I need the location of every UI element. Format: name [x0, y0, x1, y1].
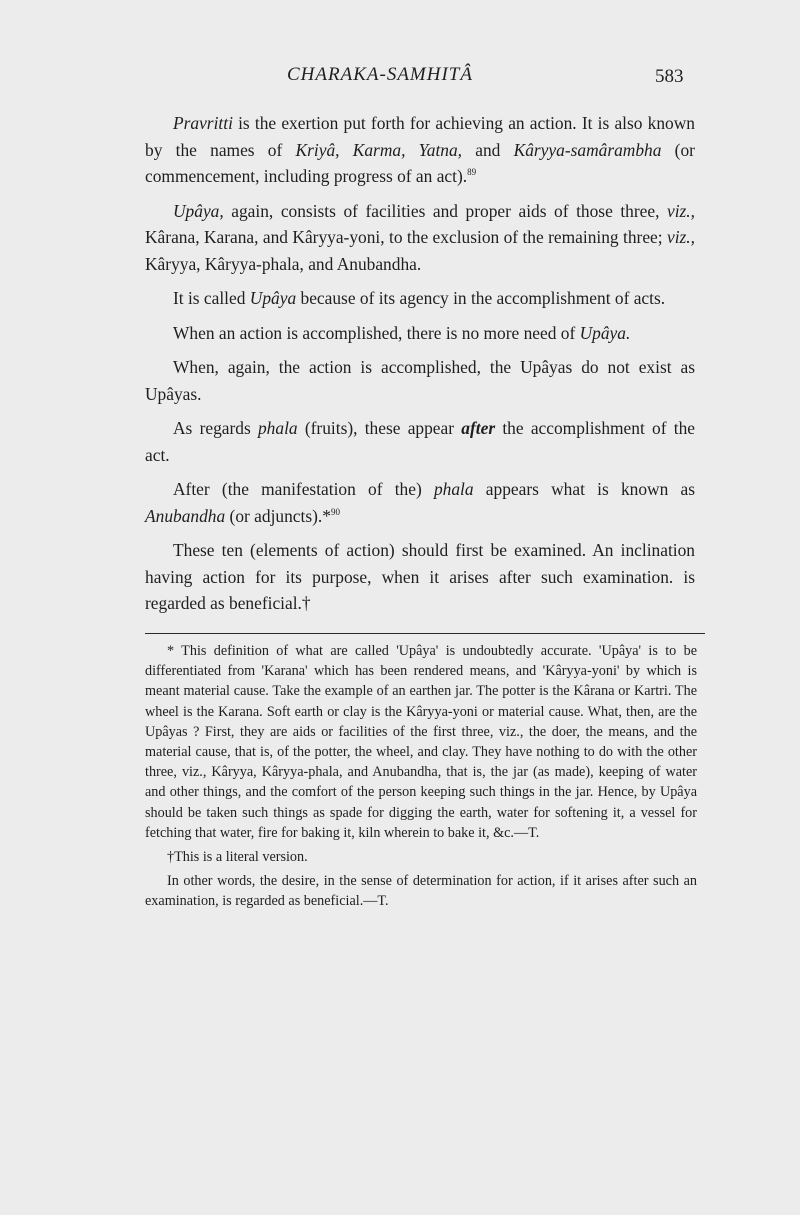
- text: These ten (elements of action) should first be examined. An inclination having action for its purpose, when it arises after such examination. is regarded as beneficial.†: [145, 540, 695, 613]
- text: It is called: [173, 288, 250, 308]
- text: After (the manifestation of the): [173, 479, 434, 499]
- text: because of its agency in the accomplishment of acts.: [296, 288, 666, 308]
- term: phala: [257, 418, 298, 438]
- term: Upâya,: [173, 200, 224, 221]
- footnote-literal: †This is a literal version.: [167, 849, 308, 866]
- footnotes: [145, 641, 697, 916]
- text: (or commencement, including progress of an act).: [145, 139, 695, 186]
- term: Kâryya-samârambha: [513, 139, 662, 160]
- note-marker: 89: [467, 167, 477, 178]
- text: Kâryya, Kâryya-phala, and Anubandha.: [145, 253, 422, 274]
- text: appears what is known as: [473, 479, 695, 499]
- paragraph-phala: [145, 415, 695, 468]
- term: Kriyâ, Karma, Yatna,: [295, 139, 463, 160]
- footnote-upaya: * This definition of what are called 'Upâya' is undoubtedly accurate. 'Upâya' is to be differentiated from 'Karana' which has been rendered means, and 'Kâryya-yoni' by which is meant material cause. Take the example of an earthen jar. The potter is the Kârana or Kartri. The wheel is the Karana. Soft earth or clay is the Kâryya-yoni or material cause. What, then, are the Upâyas ? First, they are aids or facilities of the first three, viz., the doer, the means, and the material cause, that is, of the potter, the wheel, and clay. They have nothing to do with the other three, viz., Kâryya, Kâryya-phala, and Anubandha, that is, the jar (as made), keeping of water and other things, and the comfort of the person keeping such things in the jar. Hence, by Upâya should be taken such things as spade for digging the earth, water for softening it, a vessel for fetching that water, fire for baking it, kiln wherein to bake it, &c.—T.: [145, 643, 697, 841]
- paragraph-upaya: [145, 198, 695, 278]
- term: viz.,: [666, 200, 695, 221]
- main-text: [145, 110, 695, 625]
- paragraph-called-upaya: [145, 285, 695, 312]
- term: viz.,: [666, 227, 695, 247]
- footnote-divider: [145, 633, 705, 634]
- text: As regards: [173, 418, 258, 438]
- paragraph-upayas: [145, 354, 695, 407]
- page-number: 583: [655, 66, 684, 87]
- term: phala: [433, 479, 474, 499]
- running-header: CHARAKA-SAMHITÂ: [287, 64, 473, 85]
- text: again, consists of facilities and proper aids of those three,: [223, 200, 667, 221]
- text: When, again, the action is accomplished, the Upâyas do not exist as Upâyas.: [145, 357, 695, 404]
- term: Anubandha: [145, 505, 226, 526]
- text: the accomplishment of the act.: [145, 418, 695, 465]
- text: (fruits), these appear: [297, 418, 462, 438]
- paragraph-ten-elements: [145, 537, 695, 617]
- text: When an action is accomplished, there is no more need of: [173, 322, 580, 343]
- footnote-desire: In other words, the desire, in the sense of determination for action, if it arises after such an examination, is regarded as beneficial.—T.: [145, 873, 697, 910]
- paragraph-accomplished: [145, 320, 695, 347]
- term: Upâya.: [579, 322, 631, 343]
- paragraph-anubandha: [145, 476, 695, 529]
- term: Pravritti: [173, 113, 233, 133]
- term: after: [461, 418, 496, 438]
- note-marker: 90: [330, 506, 340, 517]
- text: is the exertion put forth for achieving an action. It is also known by the names of: [145, 113, 695, 160]
- term: Upâya: [249, 288, 297, 308]
- text: and: [462, 139, 514, 160]
- paragraph-pravritti: [145, 110, 695, 190]
- text: Kârana, Karana, and Kâryya-yoni, to the exclusion of the remaining three;: [145, 227, 667, 247]
- text: (or adjuncts).*: [225, 505, 331, 526]
